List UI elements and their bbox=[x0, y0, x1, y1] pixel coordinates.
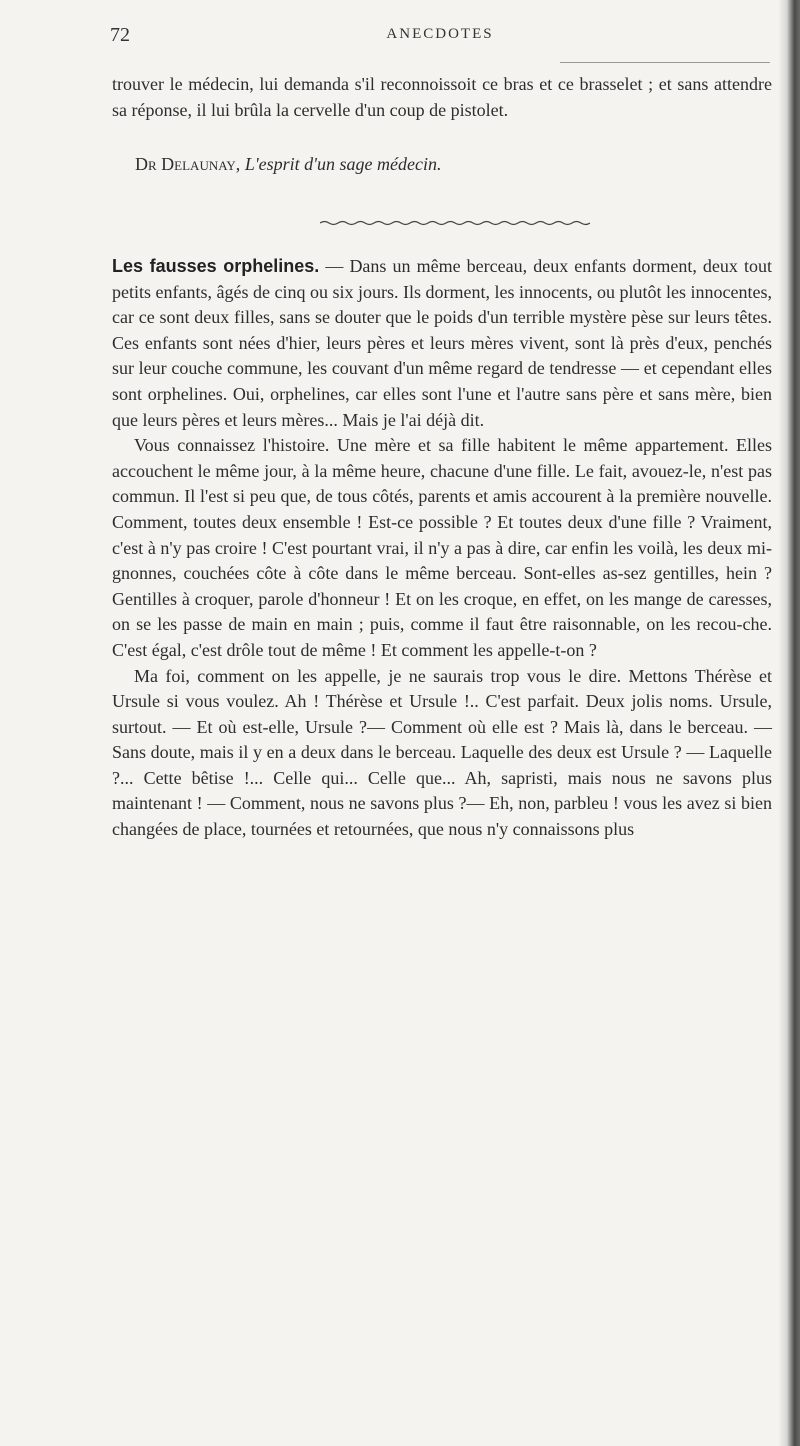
story-paragraph-1 bbox=[112, 254, 772, 433]
previous-story-ending bbox=[112, 72, 772, 123]
author-prefix: Dr bbox=[135, 154, 157, 174]
story-paragraph-3: Ma foi, comment on les appelle, je ne saurais trop vous le dire. Mettons Thérèse et Ursule si vous voulez. Ah ! Thérèse et Ursule !.. C'est parfait. Deux jolis noms. Ursule, surtout. — Et où est-elle, Ursule ?— Comment où elle est ? Mais là, dans le berceau. — Sans doute, mais il y en a deux dans le berceau. Laquelle des deux est Ursule ? — Laquelle ?... Cette bêtise !... Celle qui... Celle que... Ah, sapristi, mais nous ne savons plus maintenant ! — Comment, nous ne savons plus ?— Eh, non, parbleu ! vous les avez si bien changées de place, tournées et retournées, que nous n'y connaissons plus bbox=[112, 665, 772, 840]
running-head bbox=[110, 24, 770, 48]
section-divider bbox=[320, 220, 590, 226]
story-body bbox=[112, 254, 772, 843]
running-title: ANECDOTES bbox=[386, 26, 494, 42]
story-paragraph-1-text: — Dans un même berceau, deux enfants dorment, deux tout petits enfants, âgés de cinq ou six jours. Ils dorment, les innocents, ou plutôt les innocentes, car ce sont deux filles, sans se douter que le poids d'un terrible mystère pèse sur leurs têtes. Ces enfants sont nées d'hier, leurs pères et leurs mères vivent, sont là près d'eux, penchés sur leur couche commune, les couvant d'un même regard de tendresse — et cependant elles sont orphelines. Oui, orphelines, car elles sont l'une et l'autre sans père et sans mère, bien que leurs pères et leurs mères... Mais je l'ai déjà dit. bbox=[112, 256, 772, 430]
attribution bbox=[135, 152, 775, 178]
page-number: 72 bbox=[110, 24, 130, 46]
previous-story-text: trouver le médecin, lui demanda s'il reconnoissoit ce bras et ce brasselet ; et sans attendre sa réponse, il lui brûla la cervelle d'un coup de pistolet. bbox=[112, 74, 772, 120]
work-title: L'esprit d'un sage médecin. bbox=[244, 154, 442, 174]
story-title: Les fausses orphelines. bbox=[112, 256, 320, 276]
book-spine-edge bbox=[778, 0, 800, 1446]
author-name: Delaunay, bbox=[161, 154, 241, 174]
top-rule bbox=[560, 62, 770, 63]
story-paragraph-2: Vous connaissez l'histoire. Une mère et sa fille habitent le même appartement. Elles accouchent le même jour, à la même heure, chacune d'une fille. Le fait, avouez-le, n'est pas commun. Il l'est si peu que, de tous côtés, parents et amis accourent à la première nouvelle. Comment, toutes deux ensemble ! Est-ce possible ? Et toutes deux d'une fille ? Vraiment, c'est à n'y pas croire ! C'est pourtant vrai, il n'y a pas à dire, car enfin les voilà, les deux mi-gnonnes, couchées côte à côte dans le même berceau. Sont-elles as-sez gentilles, hein ? Gentilles à croquer, parole d'honneur ! Et on les croque, en effet, on les mange de caresses, on se les passe de main en main ; puis, comme il faut être raisonnable, on les recou-che. C'est égal, c'est drôle tout de même ! Et comment les appelle-t-on ? bbox=[112, 435, 772, 660]
